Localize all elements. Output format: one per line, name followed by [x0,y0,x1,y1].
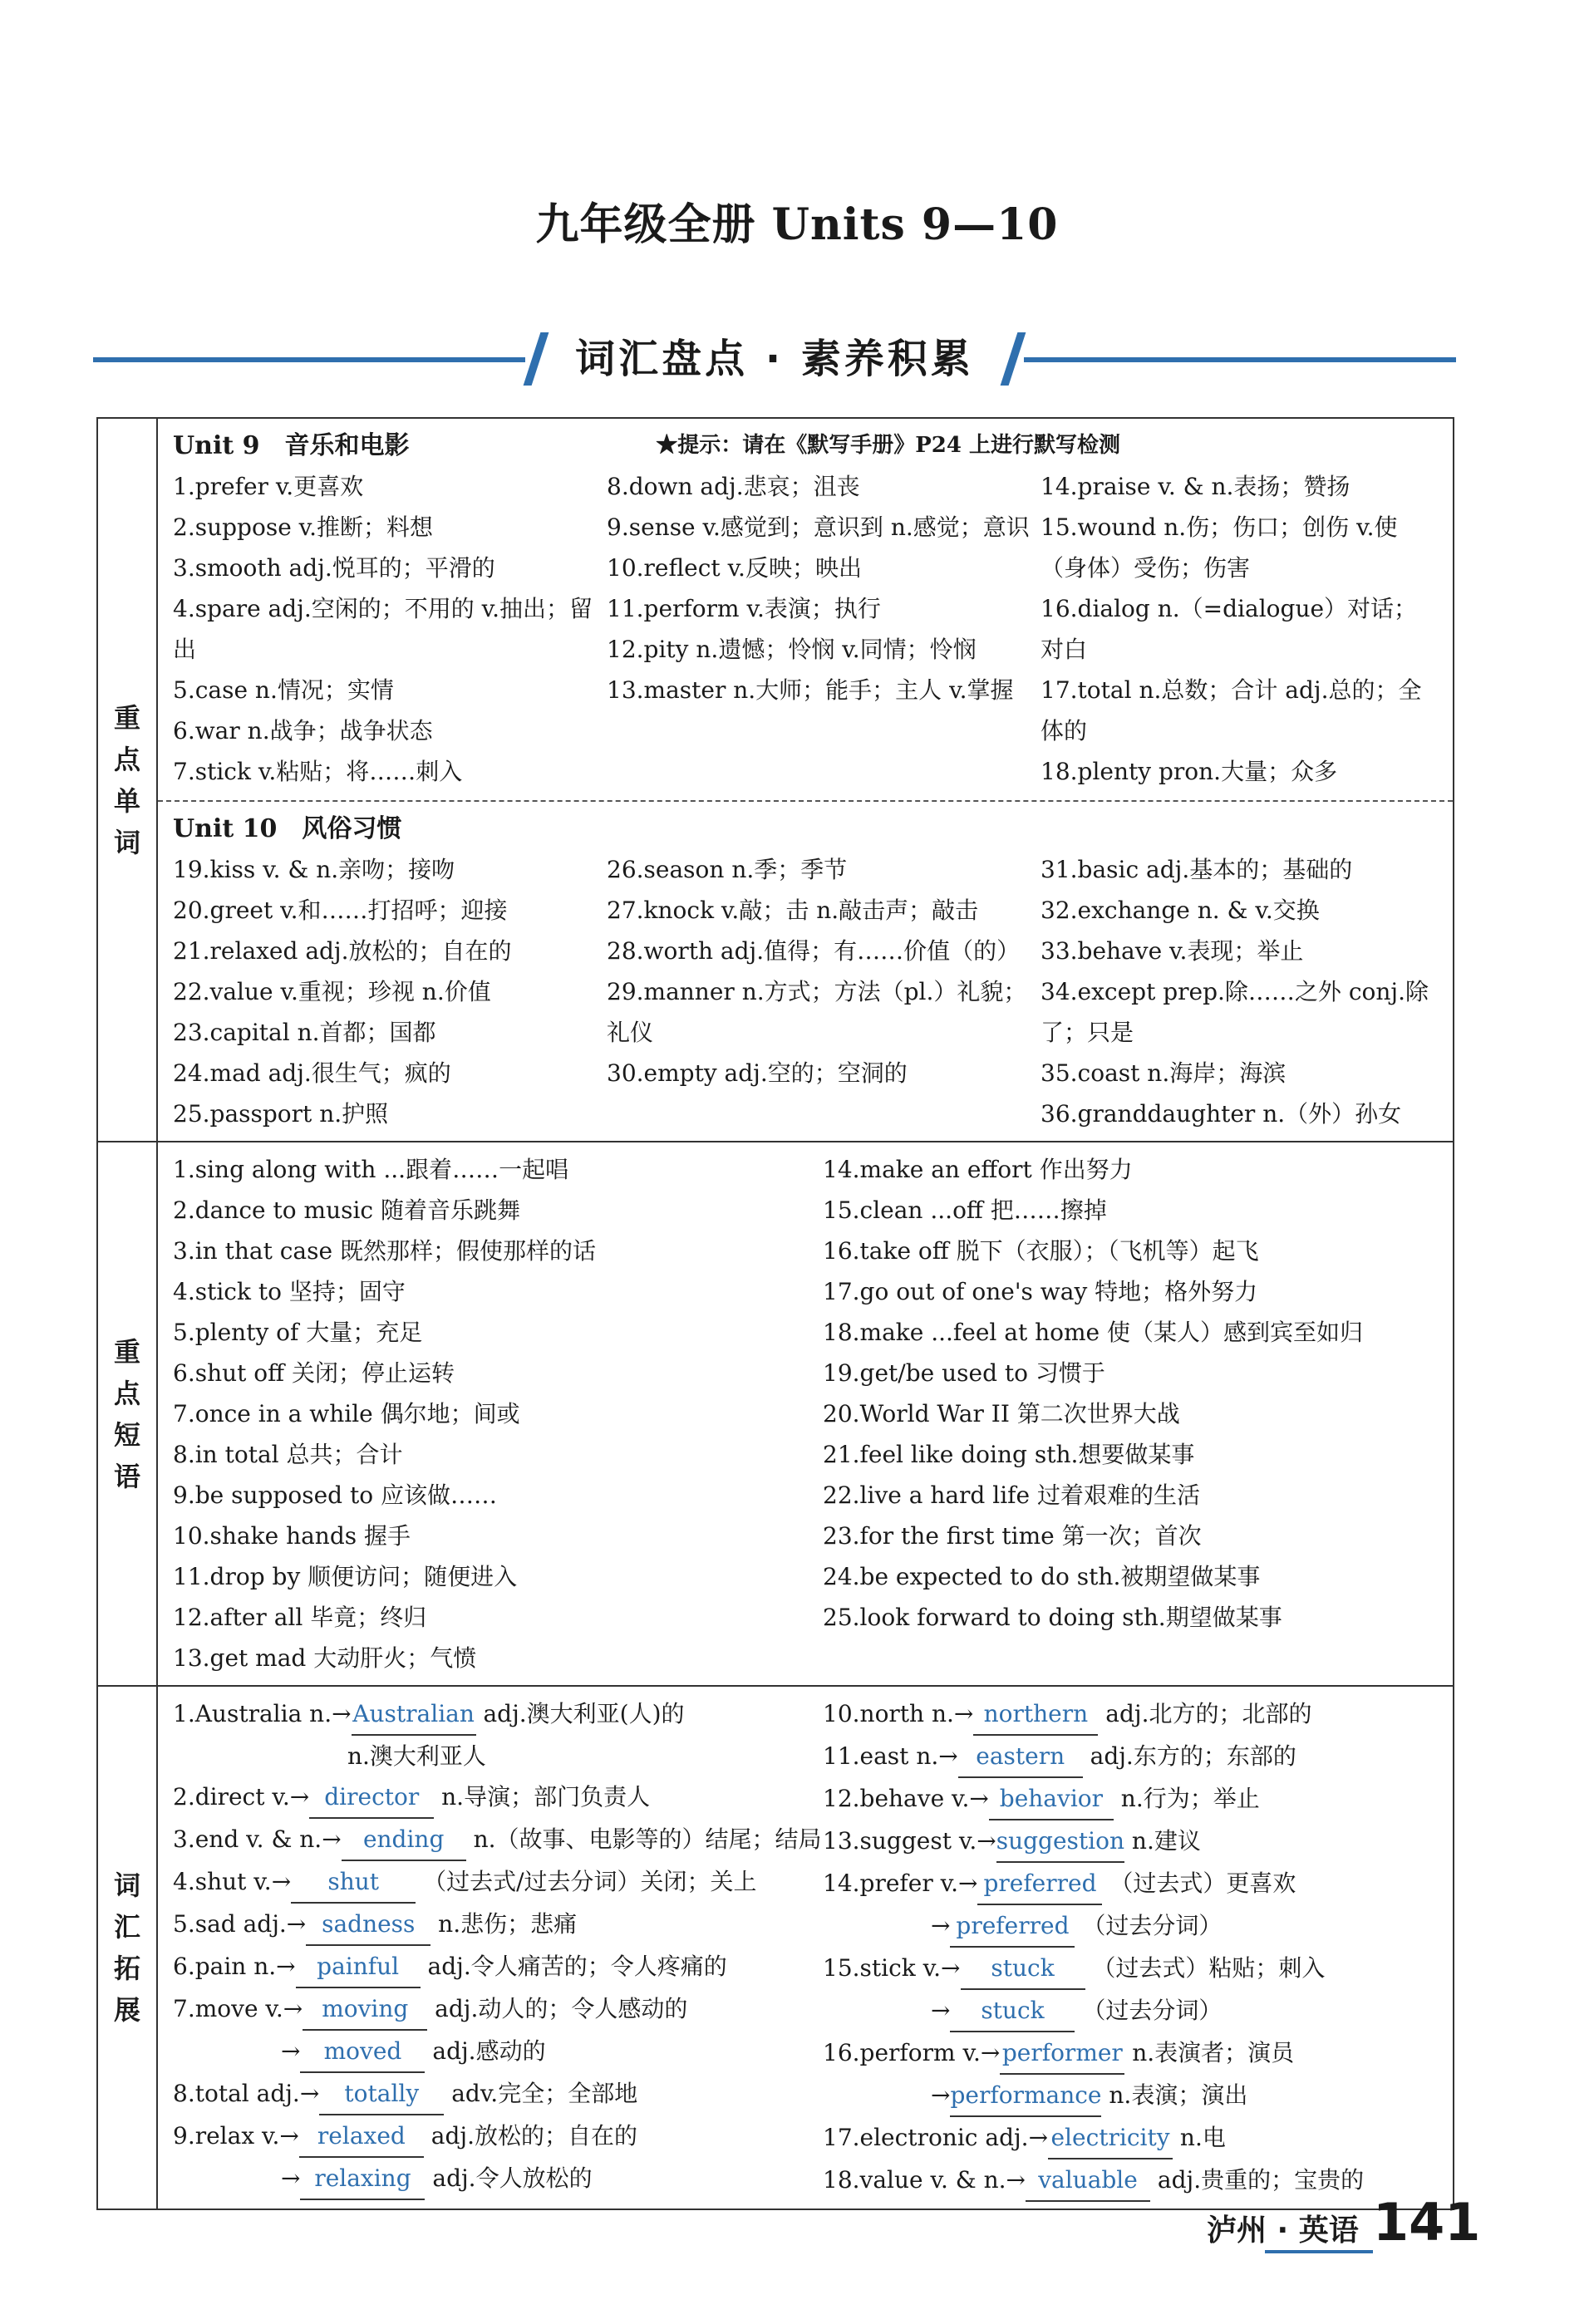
list-item: 25.passport n.护照 [173,1100,389,1128]
answer-blank: performer [1000,2032,1124,2075]
list-item [173,2073,823,2115]
item-meaning: （过去分词） [1075,1912,1223,1939]
item-prompt: 18.value v. & n.→ [823,2166,1026,2194]
list-item: 22.live a hard life 过着艰难的生活 [823,1481,1201,1509]
list-item: 32.exchange n. & v.交换 [1041,897,1320,924]
list-item: 25.look forward to doing sth.期望做某事 [823,1604,1282,1631]
list-item: 11.perform v.表演；执行 [607,595,881,622]
item-prompt: → [281,2037,301,2065]
answer-blank: painful [296,1946,421,1988]
answer-blank: moved [300,2031,425,2073]
section-banner [93,329,1456,389]
tip-text: ★提示：请在《默写手册》P24 上进行默写检测 [656,433,1120,458]
vocab-row [97,418,1454,1142]
item-prompt: 17.electronic adj.→ [823,2124,1049,2151]
list-item: 15.wound n.伤；伤口；创伤 v.使（身体）受伤；伤害 [1041,513,1398,582]
answer-blank: relaxed [299,2115,424,2158]
list-item: 6.shut off 关闭；停止运转 [173,1359,455,1387]
list-item: 23.capital n.首都；国都 [173,1019,436,1046]
item-prompt: 4.shut v.→ [173,1868,292,1895]
phrases-list [173,1149,1436,1678]
list-item: 26.season n.季；季节 [607,856,848,883]
list-item: 5.case n.情况；实情 [173,676,394,704]
answer-blank: shut [291,1861,416,1904]
list-item [823,2075,1436,2117]
item-meaning: （过去式/过去分词）关闭；关上 [416,1868,757,1895]
item-prompt: 10.north n.→ [823,1700,974,1727]
list-item [173,1946,823,1988]
list-item: 16.dialog n.（=dialogue）对话；对白 [1041,595,1418,663]
list-item [173,1776,823,1819]
unit10-col2 [607,849,1041,1134]
list-item: 24.be expected to do sth.被期望做某事 [823,1563,1261,1590]
item-meaning: n.悲伤；悲痛 [430,1910,578,1938]
answer-blank: valuable [1026,2159,1150,2202]
list-item [173,2115,823,2158]
answer-blank: stuck [950,1990,1075,2032]
expand-col2 [823,1693,1436,2202]
item-prompt: 3.end v. & n.→ [173,1825,342,1853]
banner-line-left [93,357,525,362]
expand-col1 [173,1693,823,2202]
item-meaning: n.导演；部门负责人 [434,1783,651,1811]
list-item [173,1819,823,1861]
vocab-content [157,418,1454,1142]
item-prompt: 12.behave v.→ [823,1785,989,1812]
list-item: 29.manner n.方式；方法（pl.）礼貌；礼仪 [607,978,1027,1046]
answer-blank: relaxing [300,2158,425,2200]
answer-blank: director [309,1776,434,1819]
list-item: 27.knock v.敲；击 n.敲击声；敲击 [607,897,979,924]
list-item: 19.get/be used to 习惯于 [823,1359,1105,1387]
unit10-col3 [1041,849,1436,1134]
list-item: 3.smooth adj.悦耳的；平滑的 [173,554,495,582]
list-item [173,1988,823,2031]
list-item: 36.granddaughter n.（外）孙女 [1041,1100,1402,1128]
list-item: 12.pity n.遗憾；怜悯 v.同情；怜悯 [607,636,977,663]
item-meaning: adj.令人痛苦的；令人疼痛的 [420,1953,727,1980]
list-item [823,1820,1436,1863]
list-item: 17.go out of one's way 特地；格外努力 [823,1278,1258,1305]
expand-row [97,1686,1454,2209]
list-item: 13.get mad 大动肝火；气愤 [173,1644,477,1672]
list-item: 13.master n.大师；能手；主人 v.掌握 [607,676,1014,704]
list-item [173,2158,823,2200]
list-item [173,2031,823,2073]
item-meaning: adj.放松的；自在的 [423,2122,637,2150]
list-item: 10.reflect v.反映；映出 [607,554,862,582]
list-item: 15.clean ...off 把……擦掉 [823,1196,1107,1224]
list-item: 14.make an effort 作出努力 [823,1156,1133,1183]
list-item: 11.drop by 顺便访问；随便进入 [173,1563,518,1590]
list-item: 24.mad adj.很生气；疯的 [173,1059,451,1087]
item-meaning: adv.完全；全部地 [444,2080,638,2107]
item-prompt: 13.suggest v.→ [823,1827,996,1855]
list-item: 18.plenty pron.大量；众多 [1041,758,1338,785]
item-meaning: n.电 [1173,2124,1226,2151]
list-item: 12.after all 毕竟；终归 [173,1604,427,1631]
page-footer [1207,2192,1481,2258]
list-item: 16.take off 脱下（衣服）；（飞机等）起飞 [823,1237,1259,1265]
item-meaning: n.行为；举止 [1113,1785,1260,1812]
vocab-table [96,417,1454,2210]
item-prompt: 1.Australia n.→ [173,1700,352,1727]
list-item [823,1736,1436,1778]
item-meaning: adj.北方的；北部的 [1098,1700,1312,1727]
list-item: 28.worth adj.值得；有……价值（的） [607,937,1021,965]
item-meaning: （过去分词） [1075,1997,1223,2024]
list-item: 2.suppose v.推断；料想 [173,513,434,541]
item-meaning: adj.澳大利亚(人)的 [475,1700,685,1727]
unit10-title: Unit 10 风俗习惯 [173,814,402,843]
item-meaning: adj.东方的；东部的 [1082,1742,1296,1770]
unit9-col2 [607,466,1041,792]
item-meaning: （过去式）粘贴；刺入 [1085,1954,1326,1982]
footer-region: 泸州 · 英语 [1207,2213,1359,2248]
unit10-col1 [173,849,607,1134]
list-item: 14.praise v. & n.表扬；赞扬 [1041,473,1350,500]
unit10-header [173,808,1436,849]
item-prompt: → [931,2081,951,2109]
list-item: 2.dance to music 随着音乐跳舞 [173,1196,521,1224]
expand-label: 词 汇 拓 展 [97,1686,157,2209]
item-prompt: 9.relax v.→ [173,2122,299,2150]
expand-content [157,1686,1454,2209]
list-item: 21.relaxed adj.放松的；自在的 [173,937,512,965]
answer-blank: northern [973,1693,1098,1736]
page-title: 九年级全册 Units 9—10 [535,199,1059,250]
answer-blank: suggestion [996,1820,1124,1863]
list-item: 1.sing along with ...跟着……一起唱 [173,1156,569,1183]
answer-blank: preferred [950,1905,1075,1948]
list-item: 4.stick to 坚持；固守 [173,1278,406,1305]
item-meaning: n.（故事、电影等的）结尾；结局 [465,1825,822,1853]
list-item: 10.shake hands 握手 [173,1522,411,1550]
item-prompt: 6.pain n.→ [173,1953,296,1980]
answer-blank: Australian [352,1693,476,1736]
list-item: 1.prefer v.更喜欢 [173,473,364,500]
answer-blank: moving [303,1988,427,2031]
answer-blank: stuck [961,1948,1085,1990]
answer-blank: totally [319,2073,444,2115]
list-item: 9.sense v.感觉到；意识到 n.感觉；意识 [607,513,1030,541]
item-meaning: adj.令人放松的 [425,2164,593,2192]
phrases-col2 [823,1149,1436,1678]
answer-blank: behavior [989,1778,1114,1820]
list-item [173,1861,823,1904]
list-item [823,2117,1436,2159]
list-item [823,1863,1436,1905]
unit-separator [158,800,1453,802]
phrases-col1 [173,1149,823,1678]
item-prompt: → [281,2164,301,2192]
answer-blank: performance [950,2075,1101,2117]
list-item: 6.war n.战争；战争状态 [173,717,433,744]
expand-list [173,1693,1436,2202]
list-item: 33.behave v.表现；举止 [1041,937,1304,965]
answer-blank: eastern [958,1736,1083,1778]
list-item: 20.World War II 第二次世界大战 [823,1400,1180,1427]
list-item: 34.except prep.除……之外 conj.除了；只是 [1041,978,1429,1046]
item-meaning: adj.感动的 [425,2037,546,2065]
list-item: 4.spare adj.空闲的；不用的 v.抽出；留出 [173,595,593,663]
list-item: 5.plenty of 大量；充足 [173,1319,423,1346]
item-prompt: 7.move v.→ [173,1995,303,2022]
item-meaning: adj.动人的；令人感动的 [427,1995,688,2022]
phrases-label: 重 点 短 语 [97,1142,157,1686]
item-prompt: 15.stick v.→ [823,1954,961,1982]
item-meaning: n.建议 [1124,1827,1201,1855]
phrases-content [157,1142,1454,1686]
list-item: 9.be supposed to 应该做…… [173,1481,497,1509]
item-prompt: 2.direct v.→ [173,1783,310,1811]
item-meaning: n.表演；演出 [1101,2081,1248,2109]
list-item [823,1990,1436,2032]
unit9-words [173,466,1436,792]
unit9-col3 [1041,466,1436,792]
item-prompt: 8.total adj.→ [173,2080,320,2107]
list-item: 7.once in a while 偶尔地；间或 [173,1400,520,1427]
list-item: 20.greet v.和……打招呼；迎接 [173,897,508,924]
answer-blank: sadness [306,1904,430,1946]
unit9-header [173,425,1436,466]
list-item: 35.coast n.海岸；海滨 [1041,1059,1287,1087]
item-prompt: 5.sad adj.→ [173,1910,307,1938]
list-item [823,1778,1436,1820]
item-prompt: → [931,1912,951,1939]
list-item [823,1948,1436,1990]
list-item: 21.feel like doing sth.想要做某事 [823,1441,1195,1468]
list-item: 23.for the first time 第一次；首次 [823,1522,1202,1550]
answer-blank: electricity [1048,2117,1173,2159]
item-prompt: 14.prefer v.→ [823,1870,978,1897]
banner-title: 词汇盘点 · 素养积累 [575,336,974,382]
item-prompt: 11.east n.→ [823,1742,958,1770]
list-item: 8.down adj.悲哀；沮丧 [607,473,860,500]
list-item [823,1693,1436,1736]
list-item [173,1693,823,1736]
list-item [173,1736,823,1776]
list-item [823,2032,1436,2075]
unit9-title: Unit 9 音乐和电影 [173,431,410,460]
footer-underline [1265,2250,1373,2253]
list-item: 22.value v.重视；珍视 n.价值 [173,978,491,1005]
item-prompt: 16.perform v.→ [823,2039,1001,2066]
vocab-label: 重 点 单 词 [97,418,157,1142]
list-item: 17.total n.总数；合计 adj.总的；全体的 [1041,676,1422,744]
answer-blank: preferred [977,1863,1102,1905]
list-item: 31.basic adj.基本的；基础的 [1041,856,1353,883]
list-item [823,1905,1436,1948]
list-item: 7.stick v.粘贴；将……刺入 [173,758,463,785]
page-number: 141 [1373,2192,1481,2253]
list-item: 19.kiss v. & n.亲吻；接吻 [173,856,455,883]
item-meaning: n.澳大利亚人 [347,1742,486,1770]
unit10-words [173,849,1436,1134]
item-meaning: （过去式）更喜欢 [1102,1870,1296,1897]
list-item: 18.make ...feel at home 使（某人）感到宾至如归 [823,1319,1364,1346]
list-item: 3.in that case 既然那样；假使那样的话 [173,1237,596,1265]
answer-blank: ending [342,1819,466,1861]
list-item: 30.empty adj.空的；空洞的 [607,1059,908,1087]
list-item: 8.in total 总共；合计 [173,1441,403,1468]
item-meaning: n.表演者；演员 [1124,2039,1295,2066]
item-meaning: adj.贵重的；宝贵的 [1150,2166,1365,2194]
phrases-row [97,1142,1454,1686]
unit9-col1 [173,466,607,792]
list-item [173,1904,823,1946]
item-prompt: → [931,1997,951,2024]
banner-line-right [1024,357,1456,362]
